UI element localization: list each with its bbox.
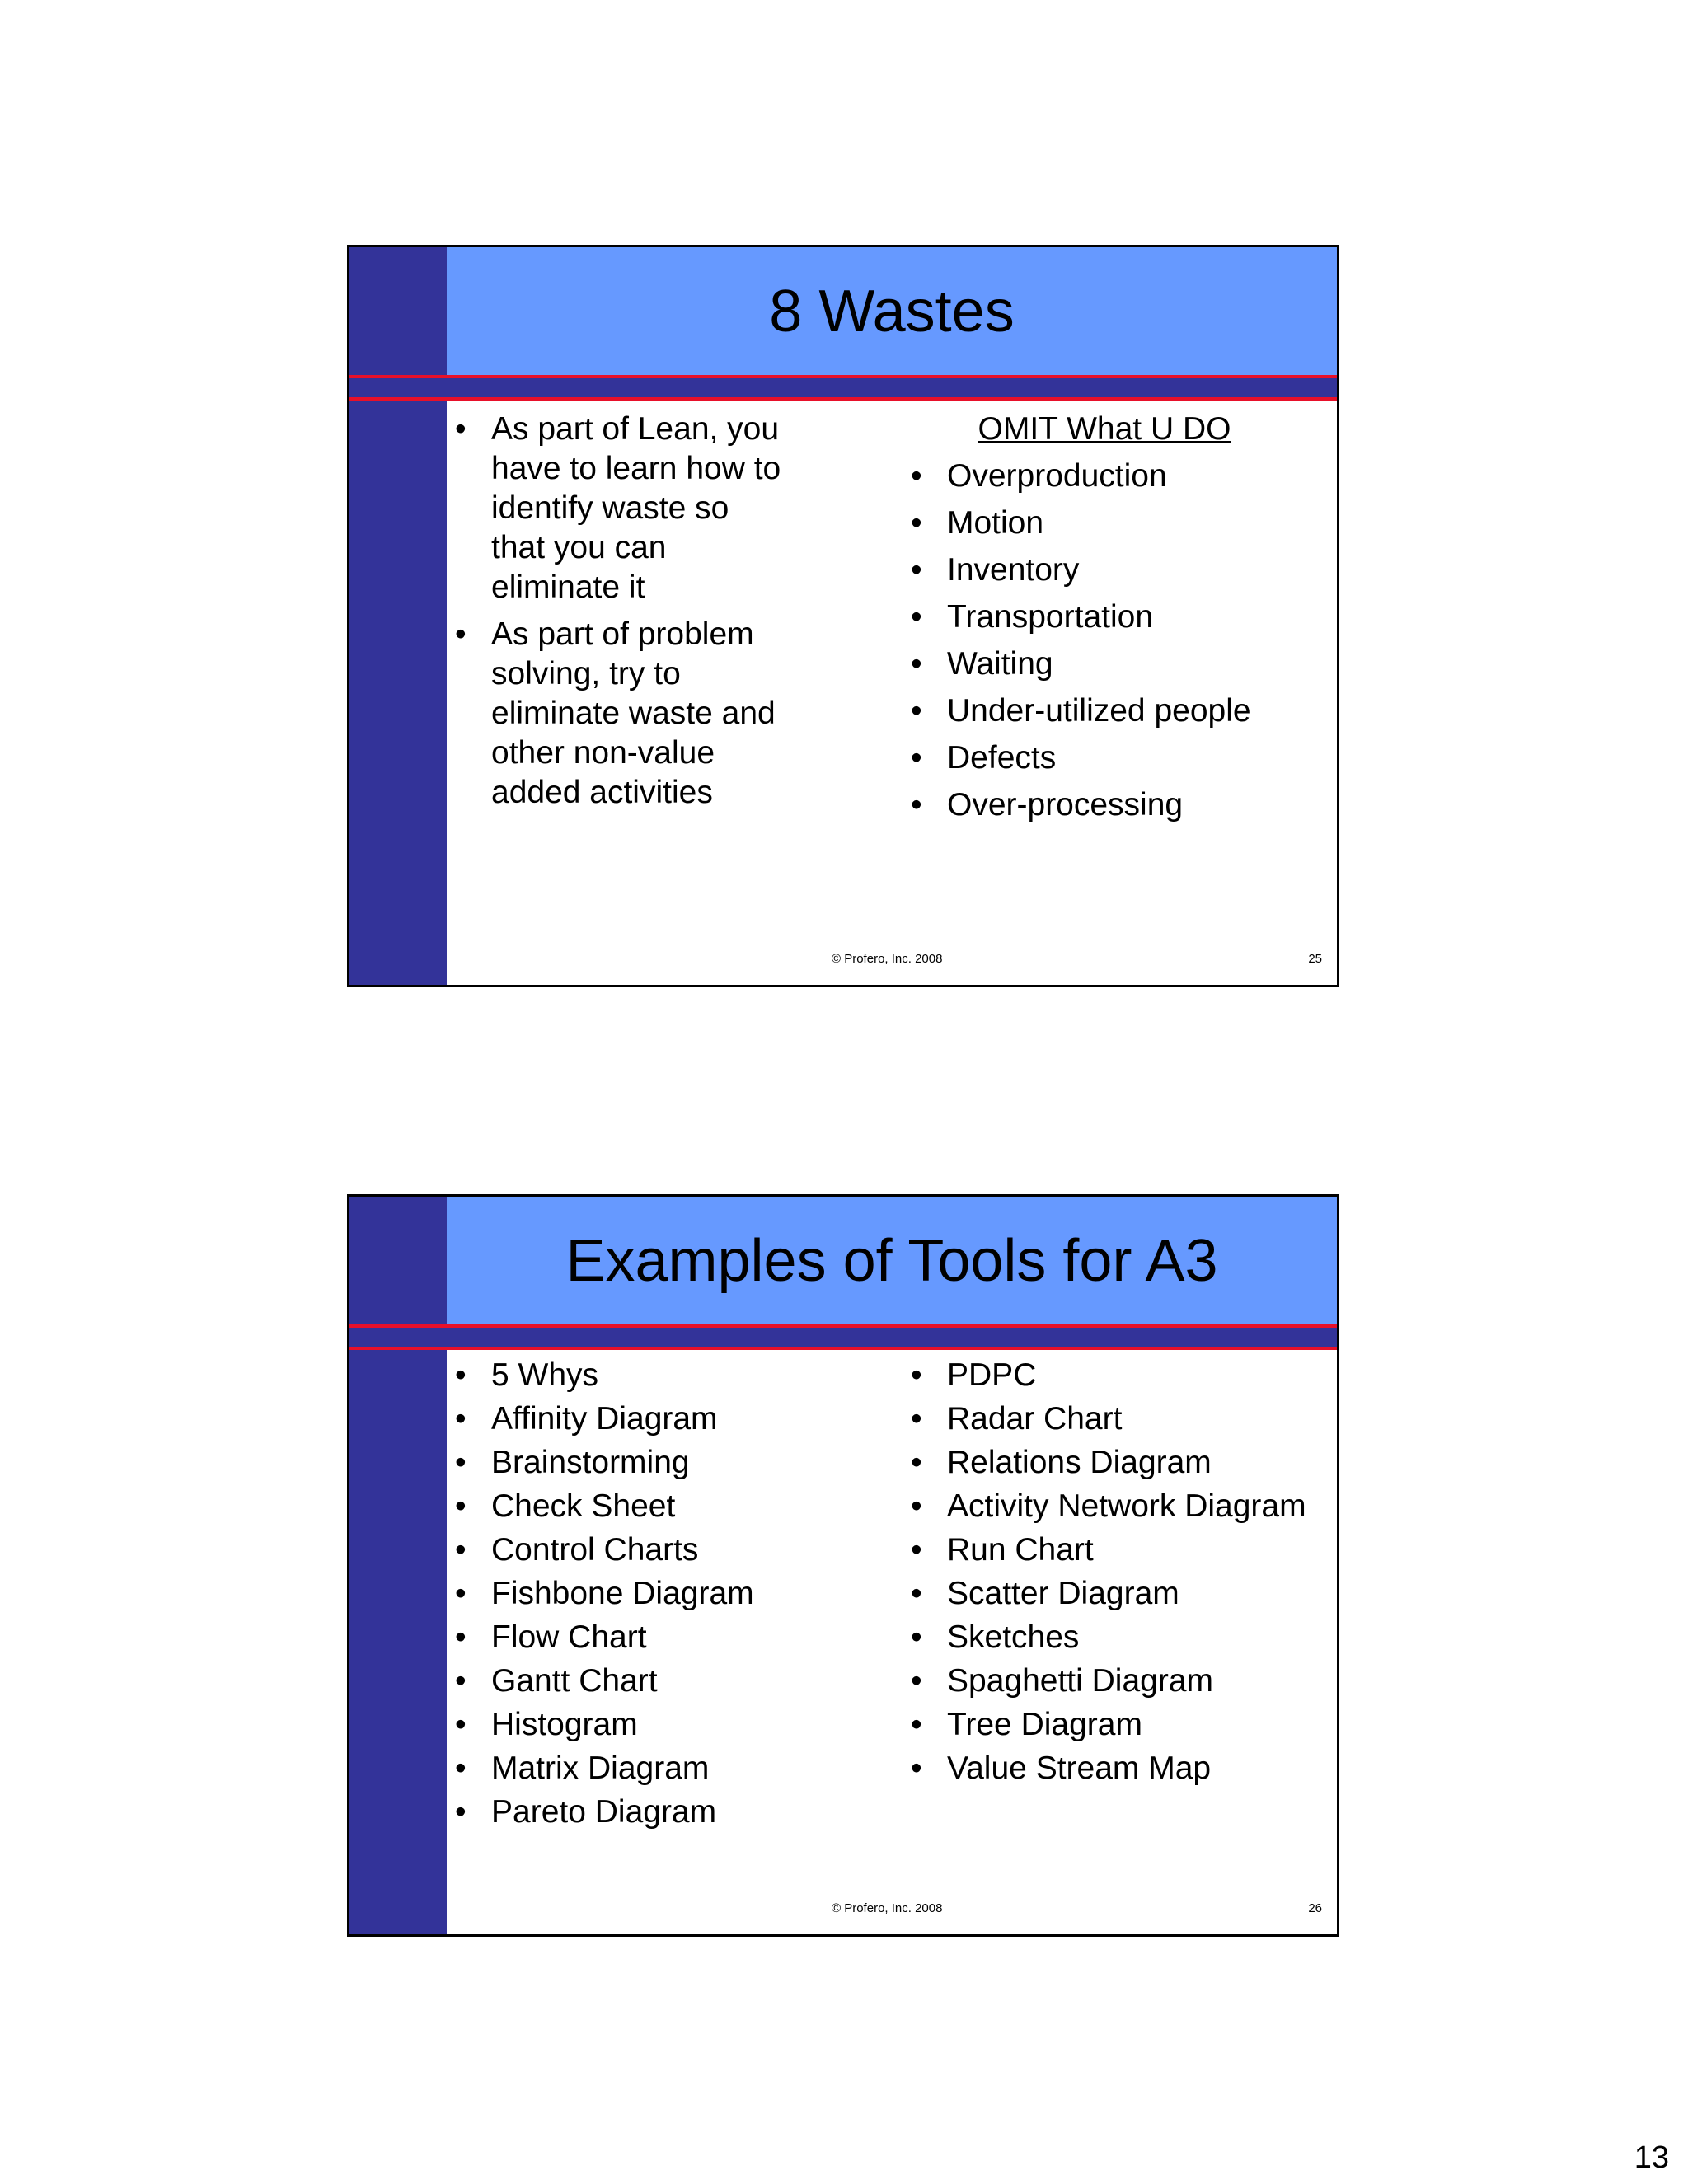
side-bar — [349, 247, 447, 985]
bullet-text: Under-utilized people — [947, 693, 1251, 729]
bullet-icon: • — [911, 1532, 922, 1568]
bullet-icon: • — [911, 505, 922, 541]
wastes-heading: OMIT What U DO — [978, 411, 1231, 447]
bullet-text: Pareto Diagram — [491, 1794, 717, 1830]
bullet-icon: • — [911, 693, 922, 729]
bullet-text: Waiting — [947, 646, 1053, 682]
bullet-icon: • — [911, 1357, 922, 1393]
bullet-text: Run Chart — [947, 1532, 1094, 1568]
bullet-text: Check Sheet — [491, 1488, 676, 1524]
bullet-text: Inventory — [947, 552, 1080, 588]
bullet-icon: • — [911, 1445, 922, 1480]
bullet-icon: • — [455, 411, 467, 447]
bullet-text: 5 Whys — [491, 1357, 599, 1393]
list-item — [455, 410, 785, 607]
list-item — [455, 615, 785, 813]
bullet-text: Control Charts — [491, 1532, 699, 1568]
bullet-icon: • — [455, 1663, 467, 1699]
bullet-icon: • — [911, 646, 922, 682]
list-item — [911, 457, 1298, 496]
bullet-text: Relations Diagram — [947, 1445, 1212, 1480]
list-item — [911, 738, 1298, 778]
bullet-text: Tree Diagram — [947, 1707, 1142, 1742]
list-item — [911, 1703, 1306, 1746]
bullet-icon: • — [911, 1488, 922, 1524]
list-item — [911, 504, 1298, 543]
bullet-text: Sketches — [947, 1619, 1080, 1655]
list-item — [911, 1353, 1306, 1397]
side-bar — [349, 1197, 447, 1934]
title-divider — [349, 375, 1337, 401]
bullet-text: Defects — [947, 740, 1057, 776]
bullet-text: Motion — [947, 505, 1044, 541]
bullet-text: Overproduction — [947, 458, 1167, 494]
bullet-icon: • — [455, 1488, 467, 1524]
list-item — [911, 1484, 1306, 1528]
bullet-icon: • — [911, 1707, 922, 1742]
copyright-text: © Profero, Inc. 2008 — [832, 1901, 943, 1915]
list-item — [911, 1441, 1306, 1484]
bullet-icon: • — [455, 1357, 467, 1393]
bullet-icon: • — [455, 1532, 467, 1568]
bullet-text: Flow Chart — [491, 1619, 647, 1655]
page-number: 13 — [1634, 2140, 1669, 2175]
list-item — [455, 1615, 754, 1659]
left-tools-list — [455, 1353, 754, 1834]
wastes-list — [911, 410, 1298, 825]
bullet-icon: • — [911, 787, 922, 823]
bullet-icon: • — [455, 1576, 467, 1611]
bullet-icon: • — [911, 552, 922, 588]
list-item — [455, 1703, 754, 1746]
bullet-text: Scatter Diagram — [947, 1576, 1179, 1611]
list-item — [455, 1397, 754, 1441]
slide-a3-tools — [347, 1194, 1339, 1937]
bullet-icon: • — [911, 599, 922, 635]
bullet-text: PDPC — [947, 1357, 1037, 1393]
bullet-text: Affinity Diagram — [491, 1401, 718, 1436]
bullet-icon: • — [455, 616, 467, 652]
list-item — [911, 785, 1298, 825]
bullet-icon: • — [911, 1401, 922, 1436]
bullet-icon: • — [455, 1707, 467, 1742]
copyright-text: © Profero, Inc. 2008 — [832, 952, 943, 966]
bullet-text: As part of Lean, you have to learn how to identify waste so that you can eliminate it — [491, 411, 781, 605]
slide-title: Examples of Tools for A3 — [565, 1227, 1218, 1294]
list-item — [455, 1790, 754, 1834]
list-item — [455, 1746, 754, 1790]
bullet-text: Value Stream Map — [947, 1750, 1212, 1786]
bullet-text: Radar Chart — [947, 1401, 1123, 1436]
list-item — [455, 1484, 754, 1528]
bullet-icon: • — [455, 1401, 467, 1436]
list-item — [911, 551, 1298, 590]
bullet-text: Matrix Diagram — [491, 1750, 710, 1786]
bullet-text: Brainstorming — [491, 1445, 690, 1480]
list-item — [455, 1441, 754, 1484]
list-item — [911, 1397, 1306, 1441]
list-item — [455, 1572, 754, 1615]
bullet-text: Fishbone Diagram — [491, 1576, 754, 1611]
slide-number: 26 — [1308, 1901, 1322, 1915]
list-item — [911, 691, 1298, 731]
list-item — [911, 644, 1298, 684]
list-item — [911, 1615, 1306, 1659]
bullet-icon: • — [911, 1576, 922, 1611]
list-item — [911, 1746, 1306, 1790]
bullet-text: Histogram — [491, 1707, 638, 1742]
left-bullet-list — [455, 410, 785, 820]
bullet-icon: • — [455, 1794, 467, 1830]
bullet-text: Spaghetti Diagram — [947, 1663, 1214, 1699]
bullet-text: Transportation — [947, 599, 1154, 635]
list-item — [911, 1572, 1306, 1615]
slide-title: 8 Wastes — [769, 278, 1015, 344]
bullet-text: Gantt Chart — [491, 1663, 658, 1699]
bullet-icon: • — [911, 1663, 922, 1699]
bullet-icon: • — [911, 458, 922, 494]
bullet-icon: • — [455, 1750, 467, 1786]
bullet-text: As part of problem solving, try to eliminate waste and other non-value added activities — [491, 616, 776, 810]
bullet-icon: • — [911, 1750, 922, 1786]
list-item — [455, 1353, 754, 1397]
list-item — [911, 598, 1298, 637]
list-item — [911, 1528, 1306, 1572]
bullet-icon: • — [455, 1445, 467, 1480]
bullet-icon: • — [911, 1619, 922, 1655]
bullet-icon: • — [911, 740, 922, 776]
bullet-text: Over-processing — [947, 787, 1184, 823]
bullet-text: Activity Network Diagram — [947, 1488, 1306, 1524]
list-item — [455, 1528, 754, 1572]
bullet-icon: • — [455, 1619, 467, 1655]
list-item — [455, 1659, 754, 1703]
list-item — [911, 1659, 1306, 1703]
slide-8-wastes — [347, 245, 1339, 987]
right-tools-list — [911, 1353, 1306, 1790]
slide-number: 25 — [1308, 952, 1322, 966]
title-divider — [349, 1324, 1337, 1350]
